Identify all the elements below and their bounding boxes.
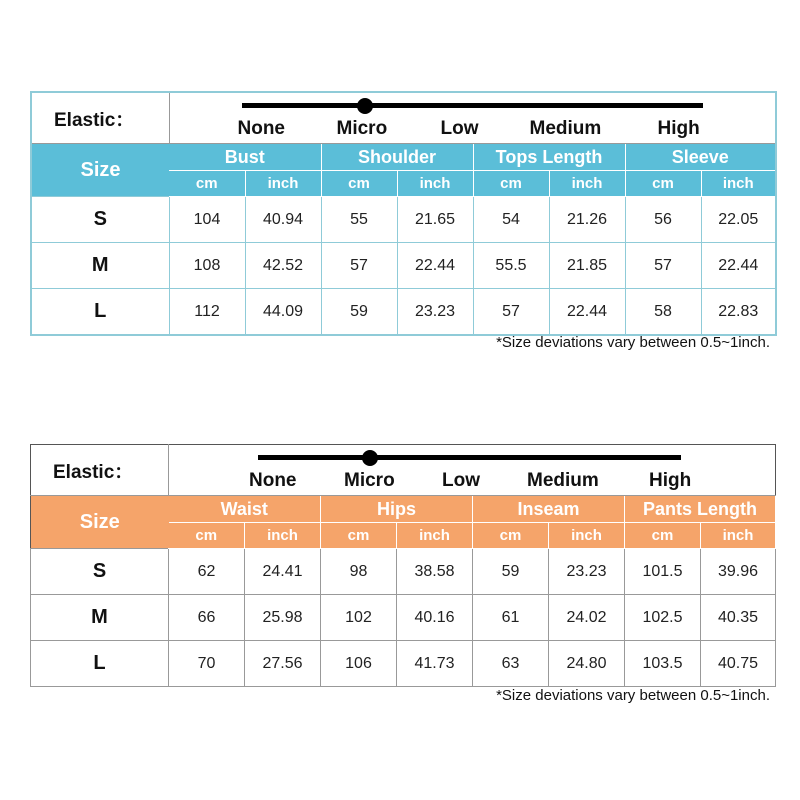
table-cell: 103.5 [625,641,701,687]
table-cell: 59 [473,549,549,595]
pants-size-chart [30,444,775,687]
table-cell: 40.35 [701,595,776,641]
table-row [31,289,776,336]
elastic-level-medium: Medium [529,118,602,139]
tops-size-chart [30,91,775,336]
table-cell: 27.56 [245,641,321,687]
table-cell: 22.05 [701,197,776,243]
table-cell: 25.98 [245,595,321,641]
table-cell: 38.58 [397,549,473,595]
size-label: S [31,549,169,595]
table-row [31,549,776,595]
header-inseam: Inseam [473,496,625,523]
size-deviation-note: *Size deviations vary between 0.5~1inch. [496,687,770,704]
table-cell: 106 [321,641,397,687]
unit-inch: inch [701,171,776,197]
elastic-label: Elastic： [31,445,169,496]
table-row [31,595,776,641]
size-label: M [31,243,169,289]
unit-inch: inch [397,171,473,197]
unit-cm: cm [625,171,701,197]
unit-cm: cm [321,171,397,197]
table-row [31,243,776,289]
table-cell: 101.5 [625,549,701,595]
elastic-level-micro: Micro [344,470,395,491]
header-tops-length: Tops Length [473,144,625,171]
header-hips: Hips [321,496,473,523]
size-label: M [31,595,169,641]
unit-cm: cm [169,523,245,549]
unit-inch: inch [245,523,321,549]
header-sleeve: Sleeve [625,144,776,171]
elastic-selected-dot [362,450,378,466]
pants-size-table [30,444,776,687]
table-cell: 102.5 [625,595,701,641]
elastic-scale [169,92,776,144]
table-cell: 24.80 [549,641,625,687]
elastic-level-high: High [649,470,692,491]
elastic-level-none: None [249,470,297,491]
size-label: S [31,197,169,243]
elastic-level-high: High [657,118,700,139]
table-cell: 21.85 [549,243,625,289]
unit-inch: inch [397,523,473,549]
table-cell: 62 [169,549,245,595]
unit-cm: cm [169,171,245,197]
elastic-level-medium: Medium [527,470,599,491]
table-cell: 39.96 [701,549,776,595]
table-cell: 59 [321,289,397,336]
size-label: L [31,289,169,336]
header-pants-length: Pants Length [625,496,776,523]
table-cell: 57 [473,289,549,336]
table-cell: 24.41 [245,549,321,595]
elastic-scale [169,445,776,496]
table-cell: 98 [321,549,397,595]
table-cell: 40.94 [245,197,321,243]
unit-inch: inch [245,171,321,197]
table-cell: 108 [169,243,245,289]
size-header: Size [31,496,169,549]
elastic-level-none: None [237,118,285,139]
header-bust: Bust [169,144,321,171]
unit-inch: inch [701,523,776,549]
size-deviation-note: *Size deviations vary between 0.5~1inch. [496,334,770,351]
table-cell: 44.09 [245,289,321,336]
table-cell: 22.44 [549,289,625,336]
table-cell: 41.73 [397,641,473,687]
table-cell: 57 [321,243,397,289]
tops-size-table [30,91,777,336]
table-cell: 23.23 [549,549,625,595]
table-cell: 22.44 [701,243,776,289]
elastic-scale-line [242,103,703,108]
elastic-label: Elastic： [31,92,169,144]
elastic-selected-dot [357,98,373,114]
table-cell: 66 [169,595,245,641]
unit-inch: inch [549,523,625,549]
header-shoulder: Shoulder [321,144,473,171]
elastic-level-low: Low [442,470,480,491]
table-cell: 102 [321,595,397,641]
unit-cm: cm [473,523,549,549]
unit-cm: cm [321,523,397,549]
size-header: Size [31,144,169,197]
table-cell: 40.75 [701,641,776,687]
table-cell: 112 [169,289,245,336]
table-cell: 104 [169,197,245,243]
table-cell: 70 [169,641,245,687]
table-row [31,197,776,243]
elastic-level-micro: Micro [336,118,388,139]
table-cell: 54 [473,197,549,243]
table-cell: 40.16 [397,595,473,641]
table-cell: 57 [625,243,701,289]
elastic-level-low: Low [440,118,479,139]
unit-cm: cm [473,171,549,197]
table-cell: 61 [473,595,549,641]
table-cell: 24.02 [549,595,625,641]
table-cell: 63 [473,641,549,687]
elastic-scale-line [258,455,681,460]
size-label: L [31,641,169,687]
unit-inch: inch [549,171,625,197]
table-cell: 21.26 [549,197,625,243]
unit-cm: cm [625,523,701,549]
table-cell: 23.23 [397,289,473,336]
table-cell: 58 [625,289,701,336]
table-cell: 21.65 [397,197,473,243]
header-waist: Waist [169,496,321,523]
table-cell: 55.5 [473,243,549,289]
table-cell: 55 [321,197,397,243]
table-cell: 56 [625,197,701,243]
table-cell: 22.44 [397,243,473,289]
table-row [31,641,776,687]
table-cell: 42.52 [245,243,321,289]
table-cell: 22.83 [701,289,776,336]
